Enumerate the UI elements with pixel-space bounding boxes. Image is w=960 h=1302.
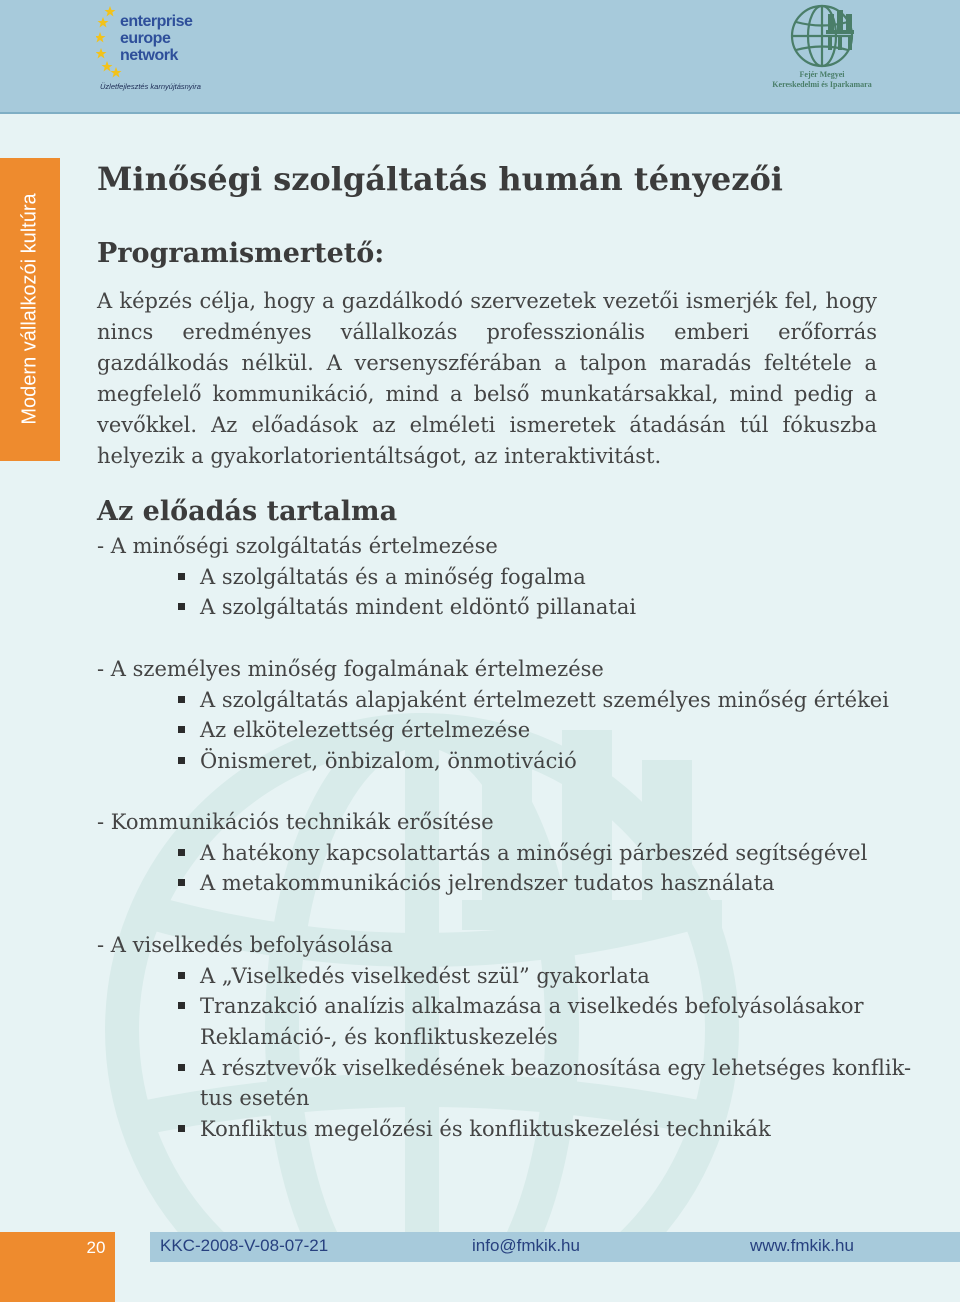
footer-page-tab	[0, 1232, 115, 1302]
eu-stars-icon	[96, 4, 122, 80]
bullet-square-icon	[178, 573, 185, 580]
enterprise-europe-network-logo	[96, 4, 206, 90]
section-title: - A személyes minőség fogalmának értelmezése	[97, 657, 604, 681]
list-item: Önismeret, önbizalom, önmotiváció	[200, 746, 577, 776]
bullet-square-icon	[178, 1125, 185, 1132]
program-description: A képzés célja, hogy a gazdálkodó szervezetek vezetői ismerjék fel, hogy nincs eredményes vállalkozás professzionális emberi erőforrás gazdálkodás nélkül. A versenyszférában a talpon maradás feltétele a megfelelő kommunikáció, mind a belső munkatársakkal, mind pedig a vevőkkel. Az előadások az elméleti ismeretek átadásán túl fókuszba helyezik a gyakorlatorientáltságot, az interaktivitást.	[97, 289, 877, 468]
footer-website-link[interactable]: www.fmkik.hu	[750, 1236, 854, 1255]
content-heading: Az előadás tartalma	[97, 496, 398, 527]
list-item: A „Viselkedés viselkedést szül” gyakorlata	[200, 961, 650, 991]
logo-word-enterprise: enterprise	[120, 13, 193, 30]
bullet-square-icon	[178, 1002, 185, 1009]
list-item: A szolgáltatás alapjaként értelmezett személyes minőség értékei	[200, 685, 889, 715]
section-title: - Kommunikációs technikák erősítése	[97, 810, 494, 834]
logo-word-europe: europe	[120, 30, 171, 47]
list-item: A szolgáltatás és a minőség fogalma	[200, 562, 586, 592]
list-item: A résztvevők viselkedésének beazonosítása egy lehetséges konflik-	[200, 1053, 911, 1083]
footer-email-link[interactable]: info@fmkik.hu	[472, 1236, 580, 1255]
chamber-of-commerce-logo	[764, 2, 880, 96]
bullet-square-icon	[178, 879, 185, 886]
list-item: Tranzakció analízis alkalmazása a viselkedés befolyásolásakor	[200, 991, 864, 1021]
bullet-square-icon	[178, 603, 185, 610]
footer-bar	[150, 1232, 960, 1262]
list-item-continuation: Reklamáció-, és konfliktuskezelés	[200, 1025, 558, 1049]
page-number: 20	[86, 1238, 106, 1257]
page-header	[0, 0, 960, 114]
globe-emblem-icon	[764, 2, 880, 68]
logo-word-network: network	[120, 47, 178, 64]
bullet-square-icon	[178, 696, 185, 703]
list-item-continuation: tus esetén	[200, 1086, 310, 1110]
bullet-square-icon	[178, 726, 185, 733]
section-title: - A viselkedés befolyásolása	[97, 933, 393, 957]
chamber-caption-line2: Kereskedelmi és Iparkamara	[772, 80, 872, 89]
list-item: Az elkötelezettség értelmezése	[200, 715, 530, 745]
bullet-square-icon	[178, 757, 185, 764]
chamber-caption-line1: Fejér Megyei	[799, 70, 845, 79]
list-item: Konfliktus megelőzési és konfliktuskezelési technikák	[200, 1114, 771, 1144]
list-item: A metakommunikációs jelrendszer tudatos használata	[200, 868, 775, 898]
list-item: A hatékony kapcsolattartás a minőségi párbeszéd segítségével	[200, 838, 867, 868]
list-item: A szolgáltatás mindent eldöntő pillanatai	[200, 592, 636, 622]
page-title: Minőségi szolgáltatás humán tényezői	[97, 160, 783, 198]
logo-tagline: Üzletfejlesztés karnyújtásnyira	[100, 82, 201, 91]
section-title: - A minőségi szolgáltatás értelmezése	[97, 534, 498, 558]
footer-code: KKC-2008-V-08-07-21	[160, 1236, 329, 1255]
bullet-square-icon	[178, 1064, 185, 1071]
bullet-square-icon	[178, 972, 185, 979]
side-tab-label: Modern vállalkozói kultúra	[18, 193, 41, 425]
section-side-tab	[0, 158, 60, 461]
bullet-square-icon	[178, 849, 185, 856]
program-heading: Programismertető:	[97, 238, 385, 269]
